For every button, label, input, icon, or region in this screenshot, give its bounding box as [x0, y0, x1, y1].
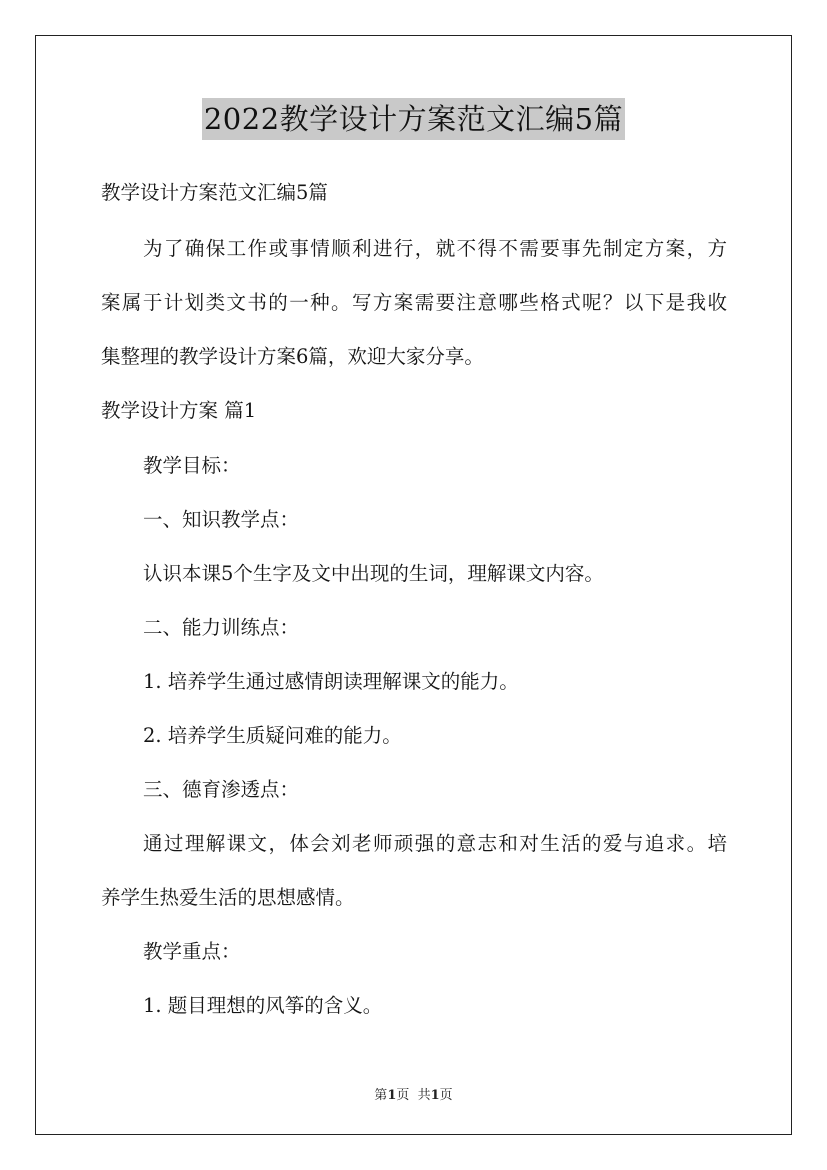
- intro-paragraph-line-3: 集整理的教学设计方案6篇，欢迎大家分享。: [101, 345, 484, 368]
- ability-point-heading: 二、能力训练点：: [143, 616, 300, 639]
- title-container: [0, 98, 827, 140]
- document-subtitle: 教学设计方案范文汇编5篇: [101, 181, 328, 204]
- moral-point-text-line-1: 通过理解课文，体会刘老师顽强的意志和对生活的爱与追求。培: [143, 832, 727, 855]
- footer-prefix: 第: [374, 1088, 388, 1103]
- section-heading: 教学设计方案 篇1: [101, 399, 257, 422]
- knowledge-point-heading: 一、知识教学点：: [143, 508, 300, 531]
- teaching-focus-heading: 教学重点：: [143, 940, 241, 963]
- intro-paragraph-line-2: 案属于计划类文书的一种。写方案需要注意哪些格式呢？以下是我收: [101, 291, 727, 314]
- ability-point-item-2: 2. 培养学生质疑问难的能力。: [143, 724, 402, 747]
- moral-point-text-line-2: 养学生热爱生活的思想感情。: [101, 886, 355, 909]
- teaching-goals-heading: 教学目标：: [143, 454, 241, 477]
- teaching-focus-item-1: 1. 题目理想的风筝的含义。: [143, 994, 383, 1017]
- knowledge-point-text: 认识本课5个生字及文中出现的生词，理解课文内容。: [143, 562, 604, 585]
- footer-mid: 页 共: [396, 1088, 431, 1103]
- document-title: 2022教学设计方案范文汇编5篇: [202, 98, 625, 140]
- ability-point-item-1: 1. 培养学生通过感情朗读理解课文的能力。: [143, 670, 519, 693]
- footer-suffix: 页: [439, 1088, 453, 1103]
- intro-paragraph-line-1: 为了确保工作或事情顺利进行，就不得不需要事先制定方案，方: [143, 237, 727, 260]
- footer-page-number: 1: [387, 1088, 397, 1103]
- moral-point-heading: 三、德育渗透点：: [143, 778, 300, 801]
- footer-total-pages: 1: [430, 1088, 440, 1103]
- page-footer: [0, 1084, 827, 1103]
